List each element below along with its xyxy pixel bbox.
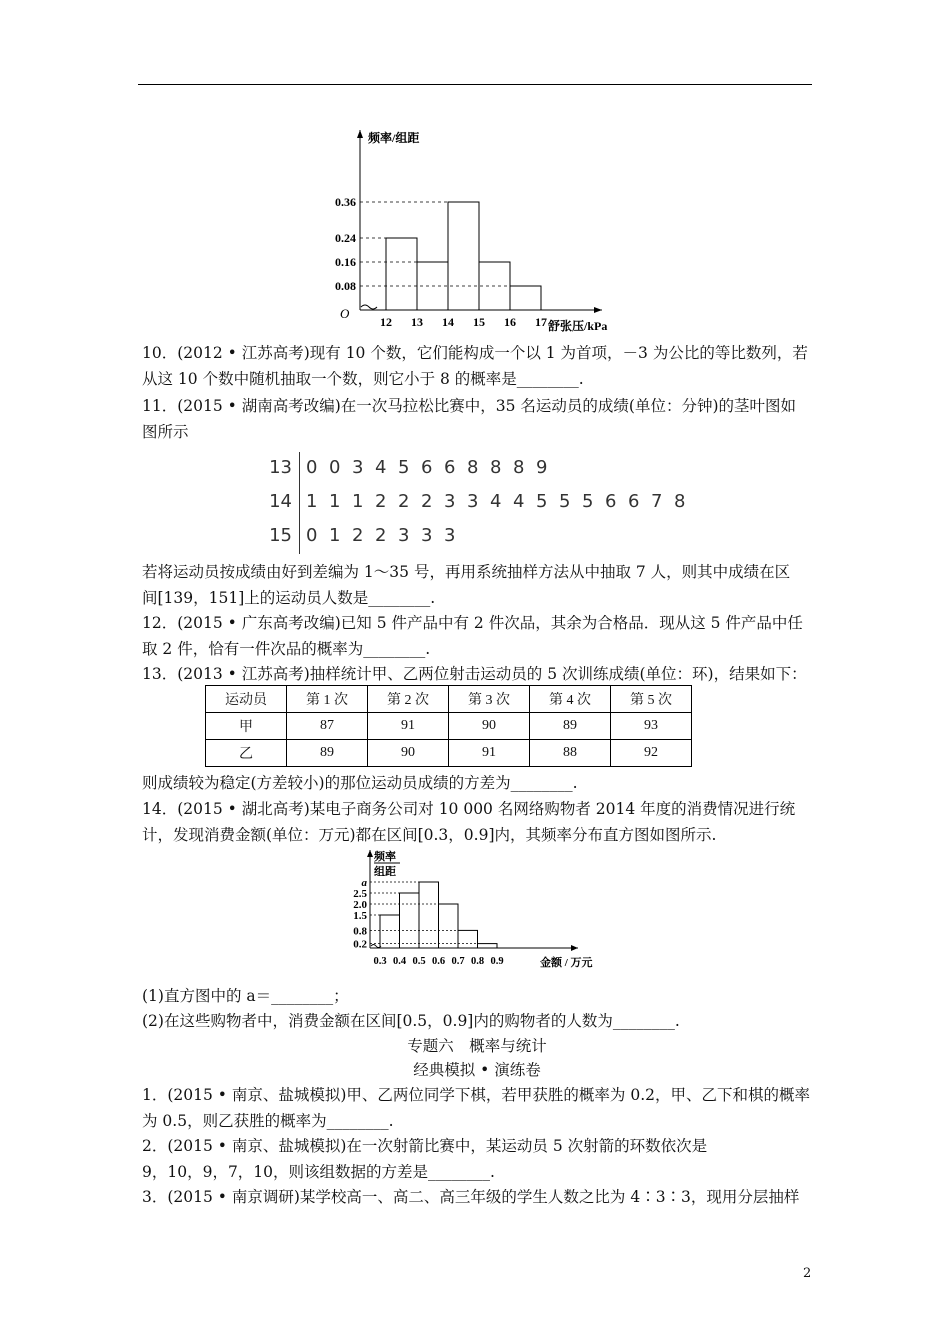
leaf-value: 5	[398, 456, 410, 478]
leaf-value: 8	[490, 456, 502, 478]
x-axis-label: 舒张压/kPa	[548, 319, 608, 333]
leaf-value: 6	[444, 456, 456, 478]
histogram-bar-5	[458, 930, 478, 948]
table-cell: 91	[449, 740, 530, 767]
leaf-list	[306, 491, 697, 512]
leaf-value: 3	[352, 456, 364, 478]
q11-line2: 图所示	[142, 423, 189, 441]
leaf-value: 1	[329, 524, 341, 546]
leaf-value: 6	[421, 456, 433, 478]
table-cell: 88	[530, 740, 611, 767]
y-axis-arrow	[367, 850, 373, 857]
x-tick-label: 0.6	[431, 956, 446, 967]
q14-sub1: (1)直方图中的 a＝________；	[142, 987, 349, 1005]
stem-value: 13	[269, 456, 292, 478]
leaf-value: 1	[329, 490, 341, 512]
section-subtitle: 经典模拟 • 演练卷	[413, 1061, 541, 1079]
q10-line2: 从这 10 个数中随机抽取一个数，则它小于 8 的概率是________.	[142, 370, 584, 388]
leaf-value: 8	[674, 490, 686, 512]
table-row	[206, 740, 692, 767]
x-tick-label: 17	[535, 315, 547, 329]
leaf-value: 3	[444, 524, 456, 546]
header-rule	[138, 84, 812, 85]
leaf-value: 2	[421, 490, 433, 512]
leaf-value: 9	[536, 456, 548, 478]
leaf-value: 5	[559, 490, 571, 512]
y-axis-label-bottom: 组距	[374, 866, 396, 878]
leaf-value: 2	[375, 524, 387, 546]
y-tick-label: a	[361, 877, 367, 889]
histogram-bar-6	[478, 944, 498, 948]
y-tick-label: 0.2	[353, 938, 367, 951]
leaf-value: 0	[306, 524, 318, 546]
stem-value: 15	[269, 524, 292, 546]
y-tick-label: 1.5	[353, 910, 367, 922]
x-tick-label: 0.3	[373, 956, 387, 967]
x-tick-label: 13	[411, 315, 423, 329]
q13-line2: 则成绩较为稳定(方差较小)的那位运动员成绩的方差为________.	[142, 774, 578, 792]
leaf-value: 0	[329, 456, 341, 478]
x-tick-label: 14	[442, 315, 454, 329]
table-cell: 87	[287, 713, 368, 740]
table-cell: 91	[368, 713, 449, 740]
leaf-value: 2	[352, 524, 364, 546]
table-cell: 93	[611, 713, 692, 740]
table-header-cell: 第 5 次	[611, 686, 692, 713]
q11b-line2: 间[139，151]上的运动员人数是________.	[142, 589, 436, 607]
leaf-value: 4	[513, 490, 525, 512]
leaf-list	[306, 457, 559, 478]
y-tick-label: 2.0	[353, 899, 367, 911]
y-axis-label-top: 频率	[374, 851, 396, 863]
leaf-list	[306, 525, 467, 546]
table-header-cell: 第 1 次	[287, 686, 368, 713]
q12-line1: 12．(2015 • 广东高考改编)已知 5 件产品中有 2 件次品，其余为合格品．现从这 5 件产品中任	[142, 614, 803, 632]
stem-leaf-plot	[262, 452, 702, 554]
x-tick-label: 12	[380, 315, 392, 329]
stem-leaf-row	[262, 486, 697, 516]
table-cell: 甲	[206, 713, 287, 740]
leaf-value: 8	[513, 456, 525, 478]
leaf-value: 4	[375, 456, 387, 478]
y-axis-label: 频率/组距	[368, 131, 420, 145]
x-axis-label: 金额 / 万元	[540, 957, 593, 969]
q14-sub2: (2)在这些购物者中，消费金额在区间[0.5，0.9]内的购物者的人数为________.	[142, 1012, 680, 1030]
score-table	[205, 685, 692, 767]
y-tick-label: 0.8	[353, 925, 367, 938]
leaf-value: 0	[306, 456, 318, 478]
section-title: 专题六 概率与统计	[407, 1037, 547, 1055]
leaf-value: 6	[628, 490, 640, 512]
q11b-line1: 若将运动员按成绩由好到差编为 1～35 号，再用系统抽样方法从中抽取 7 人，则其中成绩在区	[142, 563, 791, 581]
leaf-value: 2	[375, 490, 387, 512]
y-axis-arrow	[357, 130, 363, 138]
histogram-bar-2	[400, 893, 420, 948]
axis-break-mark	[361, 305, 377, 309]
m3-line1: 3．(2015 • 南京调研)某学校高一、高二、高三年级的学生人数之比为 4∶3∶3，现用分层抽样	[142, 1188, 800, 1206]
leaf-value: 3	[444, 490, 456, 512]
m1-line1: 1．(2015 • 南京、盐城模拟)甲、乙两位同学下棋，若甲获胜的概率为 0.2，甲、乙下和棋的概率	[142, 1086, 810, 1104]
leaf-value: 1	[352, 490, 364, 512]
table-cell: 90	[449, 713, 530, 740]
histogram-bar-1	[380, 915, 400, 948]
leaf-value: 3	[421, 524, 433, 546]
histogram-bar-3	[448, 202, 479, 310]
y-tick-label: 2.5	[353, 888, 367, 900]
table-cell: 92	[611, 740, 692, 767]
leaf-value: 5	[582, 490, 594, 512]
table-header-cell: 第 2 次	[368, 686, 449, 713]
x-tick-label: 0.8	[470, 956, 485, 967]
y-tick-label: 0.36	[335, 195, 356, 209]
table-row	[206, 713, 692, 740]
table-header-cell: 运动员	[206, 686, 287, 713]
y-tick-label: 0.24	[335, 231, 356, 245]
table-header-cell: 第 4 次	[530, 686, 611, 713]
table-cell: 89	[287, 740, 368, 767]
q13-line1: 13．(2013 • 江苏高考)抽样统计甲、乙两位射击运动员的 5 次训练成绩(单位：环)，结果如下：	[142, 665, 807, 683]
table-cell: 89	[530, 713, 611, 740]
table-header-cell: 第 3 次	[449, 686, 530, 713]
q14-line1: 14．(2015 • 湖北高考)某电子商务公司对 10 000 名网络购物者 2014 年度的消费情况进行统	[142, 800, 796, 818]
leaf-value: 1	[306, 490, 318, 512]
blood-pressure-histogram	[320, 120, 640, 335]
q12-line2: 取 2 件，恰有一件次品的概率为________.	[142, 640, 431, 658]
table-header-row	[206, 686, 692, 713]
x-tick-label: 15	[473, 315, 485, 329]
spending-histogram	[340, 848, 620, 976]
leaf-value: 3	[467, 490, 479, 512]
leaf-value: 8	[467, 456, 479, 478]
stem-leaf-row	[262, 452, 559, 482]
leaf-value: 4	[490, 490, 502, 512]
y-tick-label: 0.08	[335, 279, 356, 293]
x-axis-arrow	[594, 307, 602, 313]
q10-line1: 10．(2012 • 江苏高考)现有 10 个数，它们能构成一个以 1 为首项，－3 为公比的等比数列，若	[142, 344, 808, 362]
leaf-value: 3	[398, 524, 410, 546]
x-tick-label: 0.9	[490, 956, 504, 967]
stem-value: 14	[269, 490, 292, 512]
histogram-bar-1	[386, 238, 417, 310]
m1-line2: 为 0.5，则乙获胜的概率为________.	[142, 1112, 394, 1130]
y-tick-label: 0.16	[335, 255, 356, 269]
histogram-bar-3	[419, 882, 439, 948]
leaf-value: 5	[536, 490, 548, 512]
leaf-value: 6	[605, 490, 617, 512]
leaf-value: 7	[651, 490, 663, 512]
q11-line1: 11．(2015 • 湖南高考改编)在一次马拉松比赛中，35 名运动员的成绩(单位：分钟)的茎叶图如	[142, 397, 797, 415]
x-tick-label: 0.7	[451, 956, 465, 967]
stem-leaf-row	[262, 520, 467, 550]
origin-label: O	[340, 306, 350, 321]
x-tick-label: 0.5	[412, 956, 426, 967]
m2-line1: 2．(2015 • 南京、盐城模拟)在一次射箭比赛中，某运动员 5 次射箭的环数依次是	[142, 1137, 708, 1155]
m2-line2: 9，10，9，7，10，则该组数据的方差是________.	[142, 1163, 495, 1181]
table-cell: 乙	[206, 740, 287, 767]
histogram-bar-5	[510, 286, 541, 310]
table-cell: 90	[368, 740, 449, 767]
page-number: 2	[803, 1266, 812, 1281]
q14-line2: 计，发现消费金额(单位：万元)都在区间[0.3，0.9]内，其频率分布直方图如图所示.	[142, 826, 717, 844]
leaf-value: 2	[398, 490, 410, 512]
histogram-bar-4	[439, 904, 459, 948]
x-tick-label: 0.4	[392, 956, 407, 967]
x-tick-label: 16	[504, 315, 516, 329]
x-axis-arrow	[571, 945, 578, 951]
